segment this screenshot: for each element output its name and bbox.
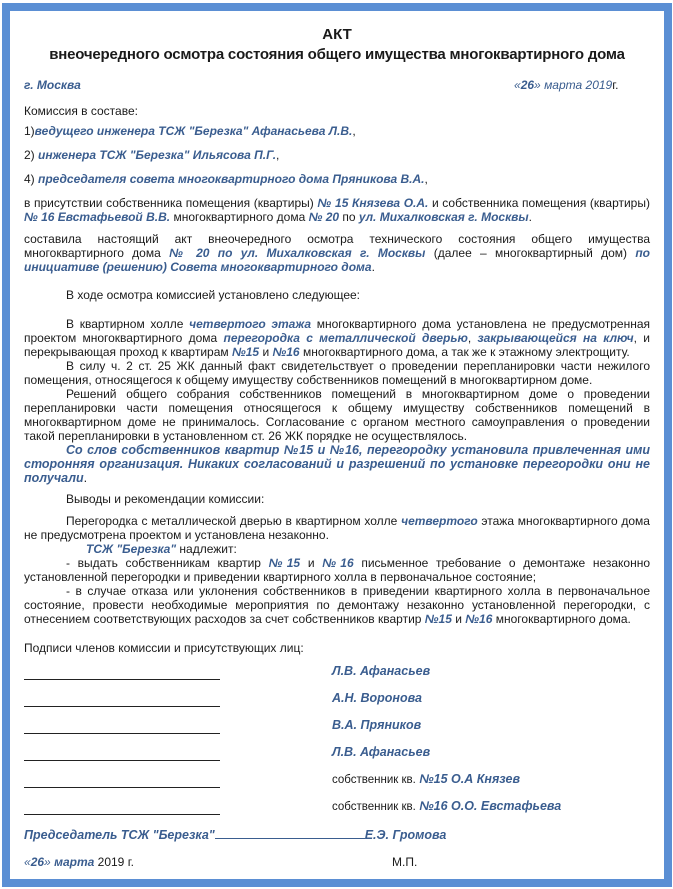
conclusions-intro: Выводы и рекомендации комиссии: bbox=[66, 492, 265, 506]
chairman-signature-line[interactable] bbox=[215, 826, 365, 839]
document-subtitle: внеочередного осмотра состояния общего имущества многоквартирного дома bbox=[49, 46, 625, 63]
signatory-name: В.А. Пряников bbox=[332, 718, 422, 732]
member-2: 2) инженера ТСЖ "Березка" Ильясова П.Г., bbox=[24, 148, 280, 162]
signatory-owner-15: собственник кв. №15 О.А Князев bbox=[332, 772, 521, 786]
finding-3: Решений общего собрания собственников помещений в многоквартирном доме о проведении перепланировки части помещения относящегося к общему имуществу собственников помещений в многоквартирном доме не принималось. Согласование с органом местного самоуправления о проведении такой перепланировки в установленном ст. 26 ЖК порядке не осуществлялось. bbox=[24, 387, 650, 443]
presence-paragraph: в присутствии собственника помещения (квартиры) № 15 Князева О.А. и собственника помещения (квартиры) № 16 Евстафьевой В.В. многоквартирного дома № 20 по ул. Михалковская г. Москвы. bbox=[24, 196, 650, 224]
place-date-line bbox=[24, 78, 650, 92]
signature-line[interactable] bbox=[24, 813, 220, 815]
member-1: 1)ведущего инженера ТСЖ "Березка" Афанасьева Л.В., bbox=[24, 124, 356, 138]
signature-line[interactable] bbox=[24, 678, 220, 680]
finding-1: В квартирном холле четвертого этажа многоквартирного дома установлена не предусмотренная проектом многоквартирного дома перегородка с металлической дверью, закрывающейся на ключ, и перекрывающая проход к квартирам №15 и №16 многоквартирного дома, а так же к этажному электрощиту. bbox=[24, 317, 651, 359]
document-date: «26» марта 2019г. bbox=[514, 78, 619, 92]
action-1: - выдать собственникам квартир №15 и №16 письменное требование о демонтаже незаконно установленной перегородки и приведении квартирного холла в первоначальное состояние; bbox=[24, 556, 651, 584]
document-title: АКТ bbox=[322, 26, 352, 43]
stamp-placeholder: М.П. bbox=[392, 855, 418, 869]
signature-line[interactable] bbox=[24, 759, 220, 761]
footer-line bbox=[24, 855, 650, 869]
commission-intro: Комиссия в составе: bbox=[24, 104, 138, 118]
composed-paragraph: составила настоящий акт внеочередного осмотра технического состояния общего имущества многоквартирного дома № 20 по ул. Михалковская г. Москвы (далее – многоквартирный дом) по инициативе (решению) Совета многоквартирного дома. bbox=[24, 232, 650, 274]
signature-line[interactable] bbox=[24, 732, 220, 734]
signatory-name: Л.В. Афанасьев bbox=[332, 664, 431, 678]
signatory-name: А.Н. Воронова bbox=[332, 691, 422, 705]
obliged-line: ТСЖ "Березка" надлежит: bbox=[86, 542, 237, 556]
finding-4: Со слов собственников квартир №15 и №16, перегородку установила привлеченная ими сторонняя организация. Никаких согласований и разрешений по установке перегородки они не получали. bbox=[24, 443, 650, 485]
signatory-owner-16: собственник кв. №16 О.О. Евстафьева bbox=[332, 799, 562, 813]
action-2: - в случае отказа или уклонения собственников в приведении квартирного холла в первоначальное состояние, провести необходимые мероприятия по демонтажу незаконно установленной перегородки, с отнесением соответствующих расходов за счет собственников квартир №15 и №16 многоквартирного дома. bbox=[24, 584, 650, 626]
city: г. Москва bbox=[24, 78, 81, 92]
signatory-name: Л.В. Афанасьев bbox=[332, 745, 431, 759]
chairman-line: Председатель ТСЖ "Березка" Е.Э. Громова bbox=[24, 828, 447, 842]
conclusion-1: Перегородка с металлической дверью в квартирном холле четвертого этажа многоквартирного дома не предусмотрена проектом и установлена незаконно. bbox=[24, 514, 650, 542]
signatures-intro: Подписи членов комиссии и присутствующих лиц: bbox=[24, 641, 304, 655]
findings-intro: В ходе осмотра комиссией установлено следующее: bbox=[66, 288, 361, 302]
signature-line[interactable] bbox=[24, 786, 220, 788]
finding-2: В силу ч. 2 ст. 25 ЖК данный факт свидетельствует о проведении перепланировки части нежилого помещения, относящегося к общему имуществу собственников помещений в многоквартирном доме. bbox=[24, 359, 650, 387]
member-3: 4) председателя совета многоквартирного дома Пряникова В.А., bbox=[24, 172, 428, 186]
signature-line[interactable] bbox=[24, 705, 220, 707]
footer-date: «26» марта 2019 г. bbox=[24, 855, 134, 869]
